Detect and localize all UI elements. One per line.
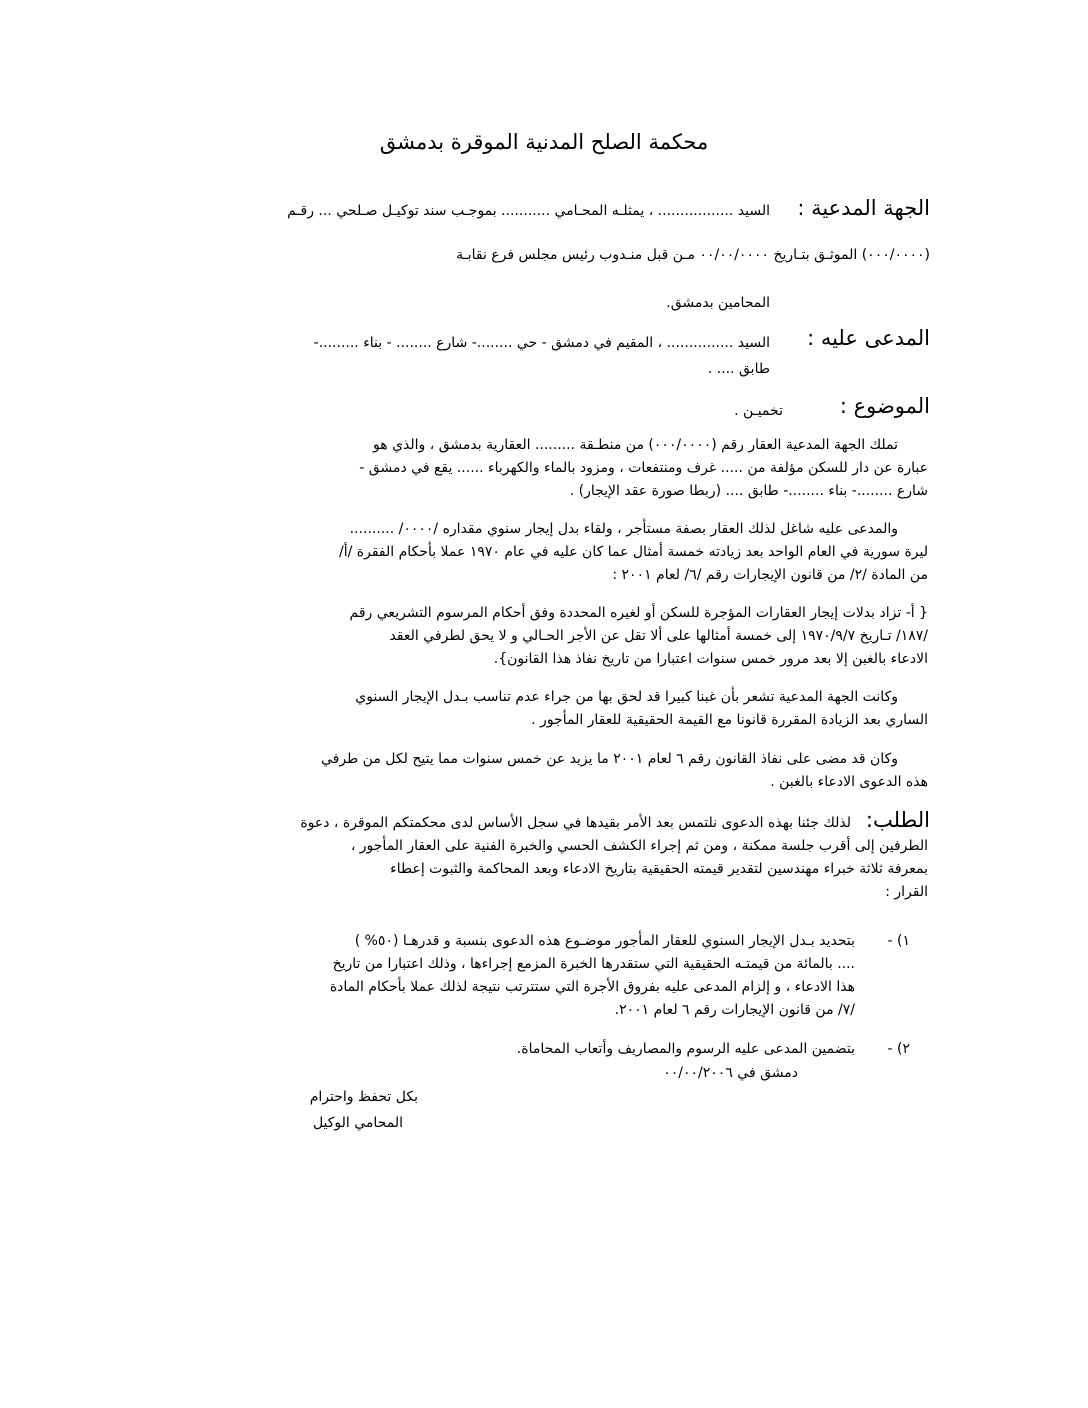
paragraph-ownership xyxy=(163,434,928,503)
plaintiff-label: الجهة المدعية : xyxy=(797,196,930,220)
defendant-line: طابق .... . xyxy=(707,361,770,377)
subject-label: الموضوع : xyxy=(839,394,930,418)
request-block-cont xyxy=(158,835,928,904)
signature-lawyer: المحامي الوكيل xyxy=(312,1115,403,1131)
paragraph-line: هذه الدعوى الادعاء بالغبن . xyxy=(770,774,928,790)
paragraph-line: { أ- تزاد بدلات إيجار العقارات المؤجرة للسكن أو لغيره المحددة وفق أحكام المرسوم التشريعي رقم xyxy=(349,605,928,621)
request-line: بمعرفة ثلاثة خبراء مهندسين لتقدير قيمته الحقيقية بتاريخ الادعاء وبعد المحاكمة والثبوت إعطاء xyxy=(390,861,928,877)
request-item-line: هذا الادعاء ، و إلزام المدعى عليه بفروق الأجرة التي ستترتب نتيجة لذلك عملا بأحكام المادة xyxy=(329,979,855,995)
request-item-marker: ١) - xyxy=(887,933,910,949)
request-item xyxy=(160,930,855,1022)
paragraph-line: عبارة عن دار للسكن مؤلفة من ..... غرف ومنتفعات ، ومزود بالماء والكهرباء ...... يقع في دمشق - xyxy=(359,460,928,476)
plaintiff-line: (٠٠٠/٠٠٠٠) الموثـق بتـاريخ ٠٠/٠٠/٠٠٠٠ مـن قبل منـدوب رئيس مجلس فرع نقابـة xyxy=(456,247,930,263)
request-line: القرار : xyxy=(885,884,928,900)
paragraph-line: تملك الجهة المدعية العقار رقم (٠٠٠/٠٠٠٠) من منطـقة ......... العقارية بدمشق ، والذي هو xyxy=(373,437,898,453)
request-item-line: بتضمين المدعى عليه الرسوم والمصاريف وأتعاب المحاماة. xyxy=(516,1041,855,1057)
request-item-line: بتحديد بـدل الإيجار السنوي للعقار المأجور موضـوع هذه الدعوى بنسبة و قدرهـا (٥٠% ) xyxy=(354,933,855,949)
paragraph-line: والمدعى عليه شاغل لذلك العقار بصفة مستأجر ، ولقاء بدل إيجار سنوي مقداره /٠٠٠٠/ .......... xyxy=(349,521,898,537)
paragraph-line: من المادة /٢/ من قانون الإيجارات رقم /٦/ لعام ٢٠٠١ : xyxy=(612,567,928,583)
request-item-line: .... بالمائة من قيمتـه الحقيقية التي ستقدرها الخبرة المزمع إجراءها ، وذلك اعتبارا من تاريخ xyxy=(332,956,855,972)
paragraph-tenancy xyxy=(163,518,928,587)
request-line: لذلك جئنا بهذه الدعوى نلتمس بعد الأمر بقيدها في سجل الأساس لدى محكمتكم الموقرة ، دعوة xyxy=(300,815,851,831)
paragraph-line: الساري بعد الزيادة المقررة قانونا مع القيمة الحقيقية للعقار المأجور . xyxy=(531,712,928,728)
plaintiff-line: السيد ................. ، يمثلـه المحـامي ........... بموجـب سند توكيـل صـلحي ... رقـم xyxy=(287,203,770,219)
closing-phrase: بكل تحفظ واحترام xyxy=(309,1089,418,1105)
paragraph-line: ليرة سورية في العام الواحد بعد زيادته خمسة أمثال عما كان عليه في عام ١٩٧٠ عملا بأحكام الفقرة /أ/ xyxy=(339,544,928,560)
request-label: الطلب: xyxy=(865,808,930,832)
paragraph-line: الادعاء بالغبن إلا بعد مرور خمس سنوات اعتبارا من تاريخ نفاذ هذا القانون}. xyxy=(493,651,928,667)
paragraph-law-quote xyxy=(163,602,928,671)
place-date: دمشق في ٠٠/٠٠/٢٠٠٦ xyxy=(663,1065,798,1081)
plaintiff-block xyxy=(160,200,770,223)
plaintiff-block-cont xyxy=(160,244,930,267)
defendant-line: السيد ............... ، المقيم في دمشق - حي ........- شارع ........ - بناء .........- xyxy=(313,335,770,351)
court-title: محكمة الصلح المدنية الموقرة بدمشق xyxy=(379,130,709,154)
paragraph-grievance xyxy=(163,686,928,732)
request-item-line: /٧/ من قانون الإيجارات رقم ٦ لعام ٢٠٠١. xyxy=(614,1002,855,1018)
plaintiff-line: المحامين بدمشق. xyxy=(666,295,770,311)
paragraph-line: شارع ........- بناء ........- طابق .... (ربطا صورة عقد الإيجار) . xyxy=(569,483,928,499)
paragraph-line: وكانت الجهة المدعية تشعر بأن غبنا كبيرا قد لحق بها من جراء عدم تناسب بـدل الإيجار السنوي xyxy=(355,689,898,705)
paragraph-line: وكان قد مضى على نفاذ القانون رقم ٦ لعام ٢٠٠١ ما يزيد عن خمس سنوات مما يتيح لكل من طرفي xyxy=(321,751,898,767)
defendant-label: المدعى عليه : xyxy=(807,326,930,350)
paragraph-elapsed-time xyxy=(163,748,928,794)
paragraph-line: /١٨٧/ تـاريخ ١٩٧٠/٩/٧ إلى خمسة أمثالها على ألا تقل عن الأجر الحـالي و لا يحق لطرفي العقد xyxy=(389,628,928,644)
request-block xyxy=(158,812,851,835)
request-line: الطرفين إلى أقرب جلسة ممكنة ، ومن ثم إجراء الكشف الحسي والخبرة الفنية على العقار المأجور ، xyxy=(350,838,928,854)
subject-value: تخميـن . xyxy=(734,403,783,419)
request-item-marker: ٢) - xyxy=(887,1041,910,1057)
